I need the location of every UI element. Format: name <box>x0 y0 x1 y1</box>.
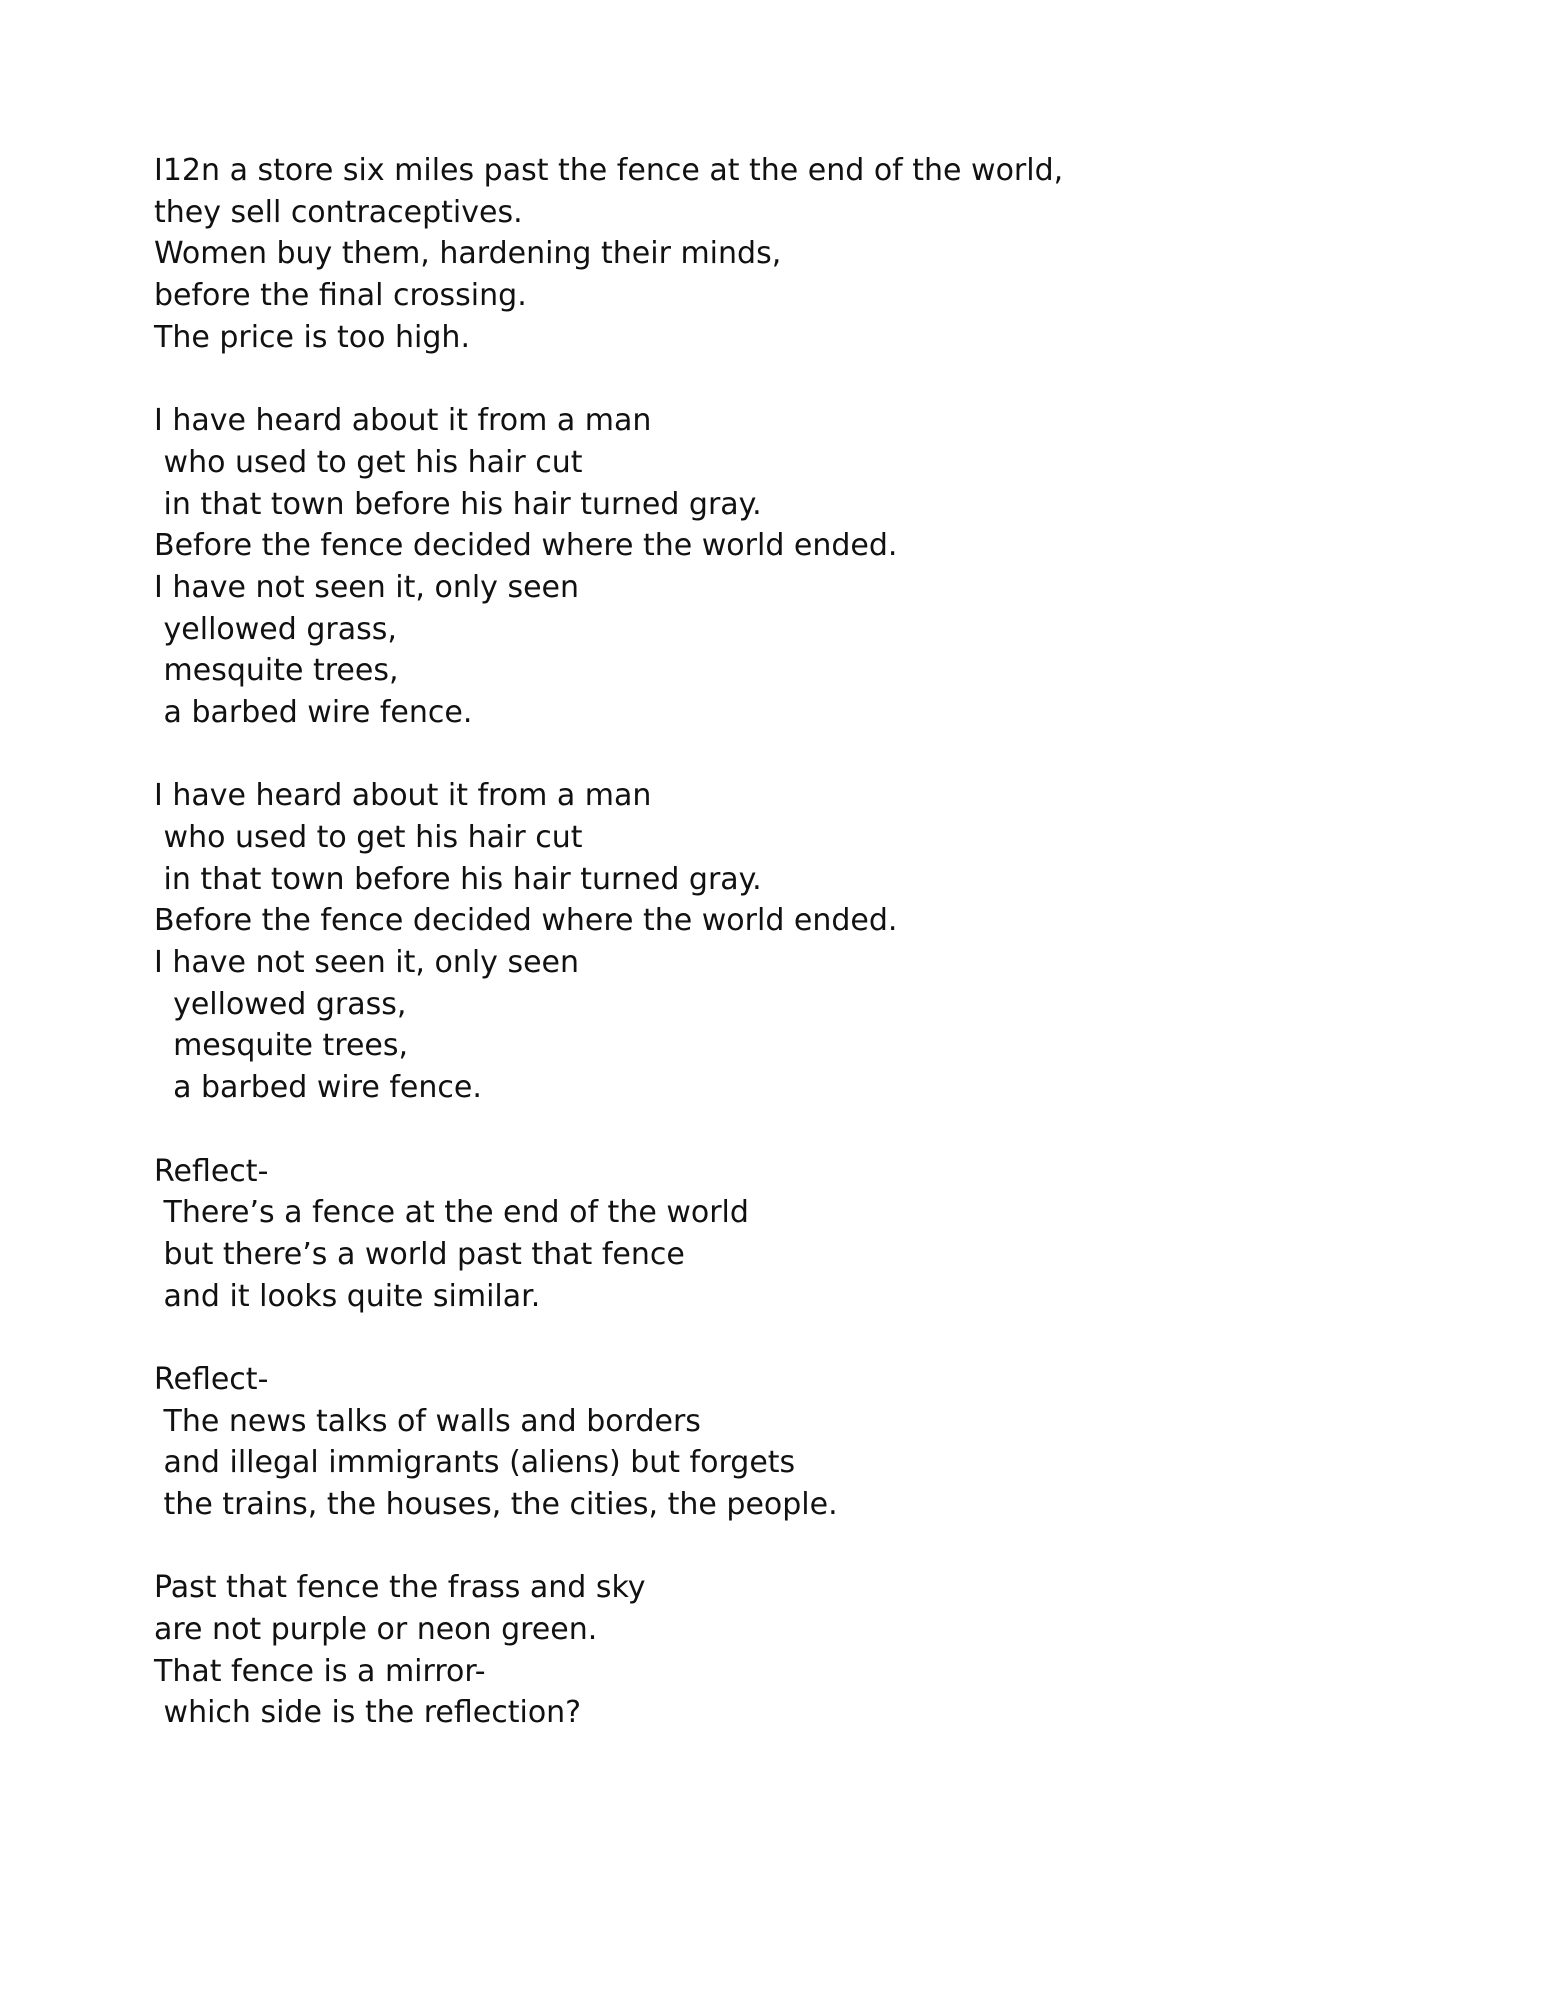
poem-line: mesquite trees, <box>154 1028 409 1064</box>
poem-line: Before the fence decided where the world ended. <box>154 903 898 939</box>
poem-line: The price is too high. <box>154 319 470 355</box>
poem-line: which side is the reflection? <box>154 1695 582 1731</box>
poem-line: in that town before his hair turned gray. <box>154 486 762 522</box>
poem-line: the trains, the houses, the cities, the people. <box>154 1487 838 1522</box>
stanza-2 <box>154 400 1454 734</box>
stanza-1 <box>154 150 1454 358</box>
poem-line: I have not seen it, only seen <box>154 945 580 981</box>
stanza-5 <box>154 1359 1454 1526</box>
poem-line: I have not seen it, only seen <box>154 569 580 605</box>
poem-line: and it looks quite similar. <box>154 1278 541 1314</box>
poem-line: I have heard about it from a man <box>154 403 652 439</box>
poem-line: before the final crossing. <box>154 278 527 314</box>
poem-line: yellowed grass, <box>154 986 407 1022</box>
poem-line: but there’s a world past that fence <box>154 1236 685 1272</box>
poem-line: who used to get his hair cut <box>154 820 583 855</box>
poem-line: Reflect- <box>154 1361 269 1397</box>
stanza-3 <box>154 775 1454 1109</box>
poem-line: That fence is a mirror- <box>154 1653 486 1689</box>
stanza-6 <box>154 1567 1454 1734</box>
poem-line: Past that fence the frass and sky <box>154 1570 646 1606</box>
stanza-4 <box>154 1151 1454 1318</box>
poem-line: a barbed wire fence. <box>154 694 473 730</box>
poem-line: Women buy them, hardening their minds, <box>154 236 782 272</box>
poem-line: There’s a fence at the end of the world <box>154 1195 749 1231</box>
poem-body <box>154 150 1454 1776</box>
poem-line: I12n a store six miles past the fence at the end of the world, <box>154 153 1064 188</box>
poem-line: are not purple or neon green. <box>154 1612 598 1648</box>
poem-line: they sell contraceptives. <box>154 194 523 230</box>
poem-line: The news talks of walls and borders <box>154 1403 701 1439</box>
poem-line: Before the fence decided where the world ended. <box>154 528 898 564</box>
poem-line: yellowed grass, <box>154 611 397 647</box>
poem-line: who used to get his hair cut <box>154 444 583 480</box>
poem-line: a barbed wire fence. <box>154 1070 482 1106</box>
poem-line: I have heard about it from a man <box>154 778 652 814</box>
poem-line: and illegal immigrants (aliens) but forgets <box>154 1445 796 1481</box>
poem-line: mesquite trees, <box>154 653 399 689</box>
poem-line: Reflect- <box>154 1153 269 1189</box>
poem-line: in that town before his hair turned gray. <box>154 861 762 897</box>
